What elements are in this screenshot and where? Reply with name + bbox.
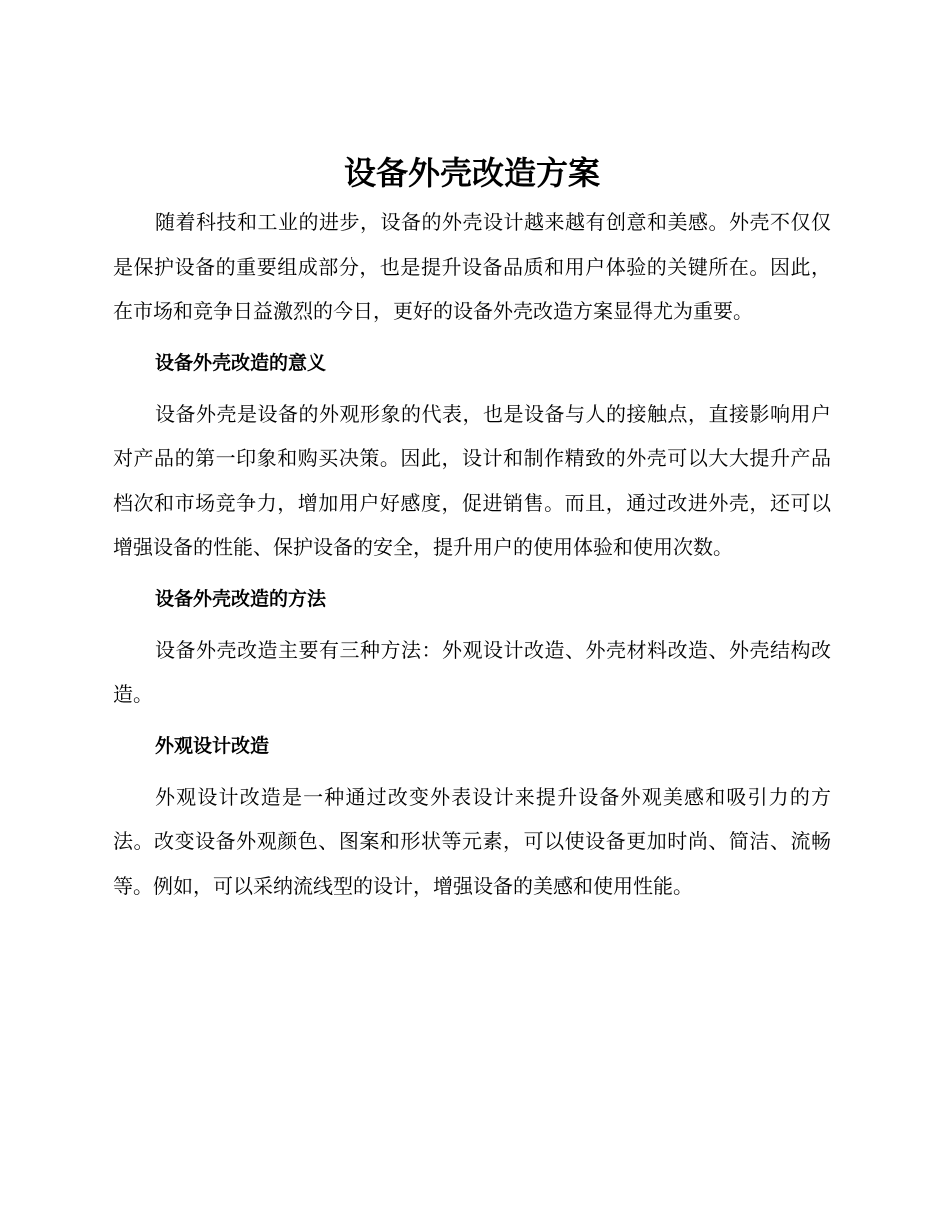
section-heading-methods: 设备外壳改造的方法: [155, 587, 327, 610]
document-page: [113, 150, 831, 908]
section-body-significance: 设备外壳是设备的外观形象的代表，也是设备与人的接触点，直接影响用户对产品的第一印象和购买决策。因此，设计和制作精致的外壳可以大大提升产品档次和市场竞争力，增加用户好感度，促进销售。而且，通过改进外壳，还可以增强设备的性能、保护设备的安全，提升用户的使用体验和使用次数。: [113, 401, 831, 559]
section-heading-appearance-design: 外观设计改造: [155, 734, 270, 757]
section-body-methods: 设备外壳改造主要有三种方法：外观设计改造、外壳材料改造、外壳结构改造。: [113, 637, 831, 706]
document-title: 设备外壳改造方案: [343, 154, 600, 192]
section-body-appearance-design: 外观设计改造是一种通过改变外表设计来提升设备外观美感和吸引力的方法。改变设备外观颜色、图案和形状等元素，可以使设备更加时尚、简洁、流畅等。例如，可以采纳流线型的设计，增强设备的美感和使用性能。: [113, 784, 831, 898]
intro-paragraph: 随着科技和工业的进步，设备的外壳设计越来越有创意和美感。外壳不仅仅是保护设备的重要组成部分，也是提升设备品质和用户体验的关键所在。因此，在市场和竞争日益激烈的今日，更好的设备外壳改造方案显得尤为重要。: [113, 210, 831, 323]
section-heading-significance: 设备外壳改造的意义: [155, 351, 327, 374]
